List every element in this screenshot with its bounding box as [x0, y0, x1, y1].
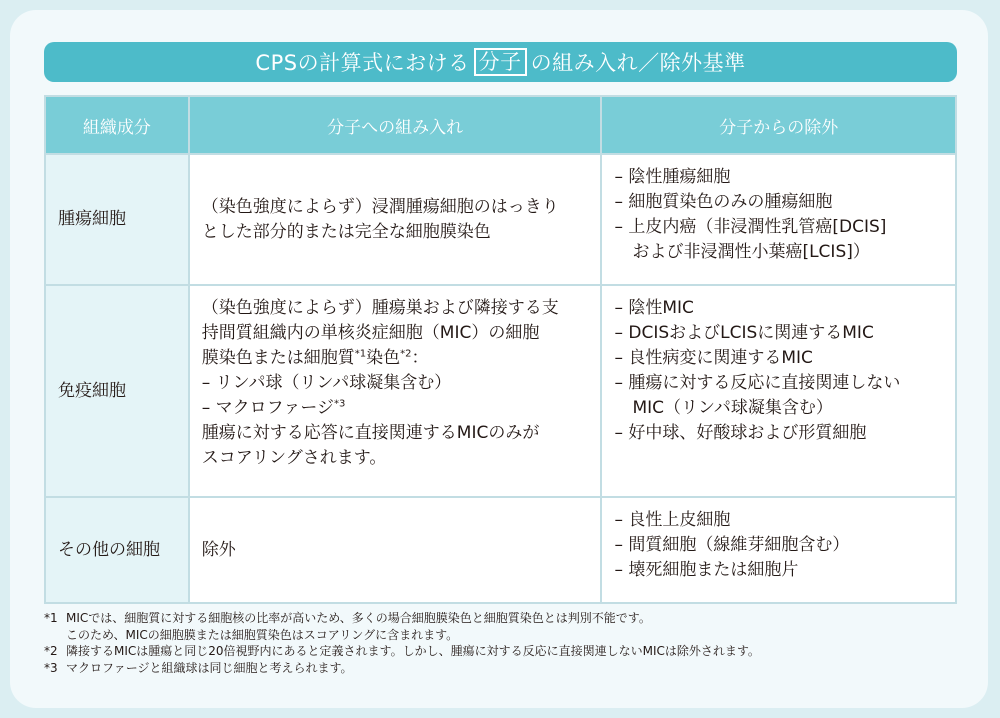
- footnote-ref: *2: [400, 348, 412, 360]
- exclusion-item: – 壊死細胞または細胞片: [614, 560, 799, 580]
- inclusion-text: – マクロファージ: [201, 398, 335, 418]
- inclusion-line: 除外: [201, 539, 236, 560]
- footnote-ref: *3: [334, 398, 346, 410]
- component-other-cells: その他の細胞: [45, 497, 189, 603]
- footnote-1-continued: [44, 627, 964, 644]
- exclusion-tumor-cells: [601, 154, 956, 285]
- exclusion-item: – 上皮内癌（非浸潤性乳管癌[DCIS]: [614, 217, 887, 237]
- header-component: 組織成分: [45, 96, 189, 154]
- footnote-mark: *1: [44, 611, 58, 625]
- inclusion-line: （染色強度によらず）腫瘍巣および隣接する支: [201, 298, 559, 318]
- table-row-tumor-cells: [45, 154, 956, 285]
- inclusion-tumor-cells: [189, 154, 602, 285]
- component-tumor-cells: 腫瘍細胞: [45, 154, 189, 285]
- table-row-other-cells: [45, 497, 956, 603]
- inclusion-line: （染色強度によらず）浸潤腫瘍細胞のはっきり: [201, 196, 559, 217]
- header-exclusion: 分子からの除外: [601, 96, 956, 154]
- exclusion-item: – 細胞質染色のみの腫瘍細胞: [614, 192, 833, 212]
- footnote-text: マクロファージと組織球は同じ細胞と考えられます。: [66, 660, 353, 675]
- table-row-immune-cells: [45, 285, 956, 497]
- inclusion-other-cells: [189, 497, 602, 603]
- inclusion-text: 染色: [366, 348, 401, 368]
- inclusion-immune-cells: [189, 285, 602, 497]
- exclusion-immune-cells: [601, 285, 956, 497]
- table-header-row: [45, 96, 956, 154]
- footnotes: [44, 610, 964, 676]
- inclusion-line: [202, 346, 589, 371]
- exclusion-item: – 陰性腫瘍細胞: [614, 167, 731, 187]
- header-inclusion: 分子への組み入れ: [189, 96, 602, 154]
- footnote-mark: *3: [44, 660, 58, 675]
- footnote-text: このため、MICの細胞膜または細胞質染色はスコアリングに含まれます。: [66, 627, 459, 642]
- inclusion-line: 腫瘍に対する応答に直接関連するMICのみが: [201, 423, 540, 443]
- inclusion-line: スコアリングされます。: [201, 448, 387, 468]
- exclusion-item: – 良性病変に関連するMIC: [614, 348, 813, 368]
- criteria-table: [44, 95, 957, 604]
- exclusion-item-continued: MIC（リンパ球凝集含む）: [632, 398, 833, 418]
- exclusion-other-cells: [601, 497, 956, 603]
- inclusion-text: ：: [411, 348, 429, 368]
- exclusion-item: – DCISおよびLCISに関連するMIC: [614, 323, 874, 343]
- exclusion-item: – 好中球、好酸球および形質細胞: [614, 423, 867, 443]
- exclusion-item: – 腫瘍に対する反応に直接関連しない: [614, 373, 901, 393]
- exclusion-item: – 陰性MIC: [614, 298, 694, 318]
- footnote-2: [44, 643, 964, 660]
- title-prefix: CPSの計算式における: [255, 51, 470, 75]
- footnote-text: 隣接するMICは腫瘍と同じ20倍視野内にあると定義されます。しかし、腫瘍に対する反応に直接関連しないMICは除外されます。: [66, 644, 760, 658]
- page-title: [44, 42, 957, 82]
- inclusion-line: – リンパ球（リンパ球凝集含む）: [201, 373, 452, 393]
- footnote-1: [44, 610, 964, 627]
- inclusion-text: 膜染色または細胞質: [201, 348, 355, 368]
- inclusion-line: [202, 396, 589, 421]
- footnote-ref: *1: [354, 348, 367, 360]
- title-suffix: の組み入れ／除外基準: [530, 51, 746, 75]
- exclusion-item-continued: および非浸潤性小葉癌[LCIS]）: [632, 242, 870, 262]
- footnote-text: MICでは、細胞質に対する細胞核の比率が高いため、多くの場合細胞膜染色と細胞質染色とは判別不能です。: [66, 611, 651, 625]
- exclusion-item: – 良性上皮細胞: [614, 510, 731, 530]
- inclusion-line: とした部分的または完全な細胞膜染色: [201, 221, 491, 242]
- component-immune-cells: 免疫細胞: [45, 285, 189, 497]
- footnote-3: [44, 660, 964, 677]
- exclusion-item: – 間質細胞（線維芽細胞含む）: [614, 535, 850, 555]
- footnote-mark: *2: [44, 644, 58, 658]
- inclusion-line: 持間質組織内の単核炎症細胞（MIC）の細胞: [201, 323, 540, 343]
- title-boxed-word: 分子: [474, 48, 527, 76]
